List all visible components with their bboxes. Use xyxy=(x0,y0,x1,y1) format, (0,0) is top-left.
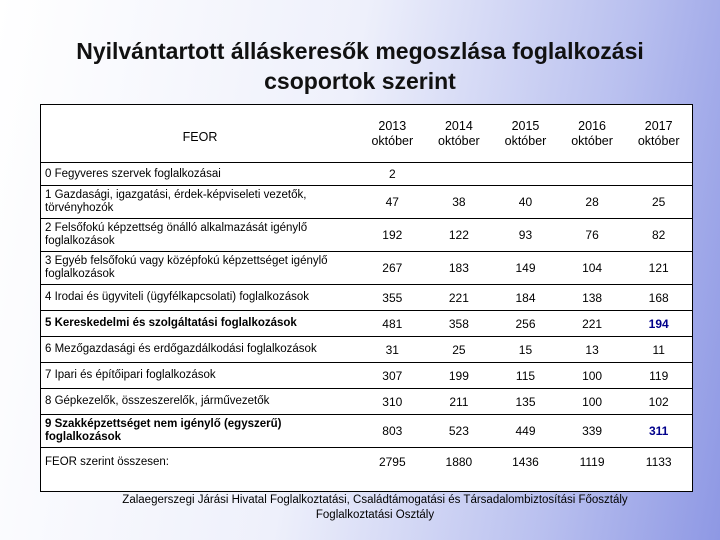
cell-value xyxy=(559,163,626,186)
row-label: 6 Mezőgazdasági és erdőgazdálkodási foglalkozások xyxy=(45,343,317,355)
cell-value: 40 xyxy=(518,195,533,209)
table-row xyxy=(41,163,692,186)
row-label: 8 Gépkezelők, összeszerelők, járművezetők xyxy=(45,395,270,407)
table-row xyxy=(41,285,692,311)
cell-value: 1880 xyxy=(445,455,473,470)
cell-value: 307 xyxy=(382,368,403,383)
cell-value: 15 xyxy=(518,342,533,357)
cell-value: 311 xyxy=(649,424,669,438)
cell-value: 1119 xyxy=(579,455,605,470)
cell-value xyxy=(492,163,559,186)
row-label: 9 Szakképzettséget nem igénylő (egyszerű) foglalkozások xyxy=(45,418,282,443)
table-row xyxy=(41,363,692,389)
cell-value: 267 xyxy=(382,261,403,275)
cell-value: 119 xyxy=(649,368,669,383)
cell-value: 25 xyxy=(652,195,666,209)
header-feor: FEOR xyxy=(182,130,218,144)
cell-value: 76 xyxy=(585,228,599,242)
cell-value: 1436 xyxy=(512,455,539,470)
cell-value: 121 xyxy=(648,261,669,275)
header-year-2013: 2013 október xyxy=(371,118,414,148)
cell-value: 310 xyxy=(382,394,403,409)
cell-value: 449 xyxy=(515,424,536,438)
cell-value: 221 xyxy=(582,316,603,331)
cell-value: 28 xyxy=(585,195,599,209)
table-row xyxy=(41,219,692,252)
data-table-container xyxy=(40,104,693,492)
table-row xyxy=(41,311,692,337)
cell-value: 13 xyxy=(585,342,599,357)
header-year-2017: 2017 október xyxy=(637,118,680,148)
cell-value: 100 xyxy=(582,368,603,383)
row-label: 7 Ipari és építőipari foglalkozások xyxy=(45,369,216,381)
cell-value: 149 xyxy=(515,261,536,275)
cell-value: 11 xyxy=(652,342,665,357)
cell-value: 355 xyxy=(382,290,403,305)
table-row xyxy=(41,389,692,415)
cell-value: 138 xyxy=(582,290,603,305)
header-year-2014: 2014 október xyxy=(438,118,480,148)
cell-value: 2795 xyxy=(378,455,406,470)
header-year-2015: 2015 október xyxy=(504,118,547,148)
cell-value: 256 xyxy=(515,316,536,331)
row-label: 5 Kereskedelmi és szolgáltatási foglalkozások xyxy=(45,317,297,329)
cell-value: 211 xyxy=(449,394,469,409)
cell-value: 102 xyxy=(648,394,669,409)
cell-value: 481 xyxy=(382,316,403,331)
cell-value: 47 xyxy=(385,195,399,209)
header-year-2016: 2016 október xyxy=(571,118,613,148)
table-row xyxy=(41,448,692,477)
table-row xyxy=(41,252,692,285)
cell-value: 168 xyxy=(648,290,669,305)
cell-value: 358 xyxy=(448,316,469,331)
footer-line-2: Foglalkoztatási Osztály xyxy=(315,509,435,521)
table-row xyxy=(41,186,692,219)
cell-value: 523 xyxy=(448,424,469,438)
cell-value xyxy=(426,163,493,186)
row-label: 2 Felsőfokú képzettség önálló alkalmazását igénylő foglalkozások xyxy=(45,222,308,247)
cell-value: 2 xyxy=(388,167,396,181)
cell-value: 31 xyxy=(385,342,399,357)
cell-value: 93 xyxy=(518,228,533,242)
cell-value: 183 xyxy=(448,261,469,275)
data-table xyxy=(41,105,692,477)
row-label: 1 Gazdasági, igazgatási, érdek-képviseleti vezetők, törvényhozók xyxy=(45,189,307,214)
cell-value: 184 xyxy=(515,290,536,305)
row-label: 3 Egyéb felsőfokú vagy középfokú képzettséget igénylő foglalkozások xyxy=(45,255,328,280)
cell-value: 38 xyxy=(452,195,466,209)
cell-value: 803 xyxy=(382,424,403,438)
cell-value: 100 xyxy=(582,394,603,409)
cell-value xyxy=(625,163,692,186)
table-row xyxy=(41,337,692,363)
cell-value: 192 xyxy=(382,228,403,242)
cell-value: 82 xyxy=(652,228,666,242)
cell-value: 199 xyxy=(448,368,469,383)
row-label: 4 Irodai és ügyviteli (ügyfélkapcsolati) foglalkozások xyxy=(45,291,309,303)
cell-value: 104 xyxy=(582,261,603,275)
cell-value: 221 xyxy=(448,290,469,305)
source-footer xyxy=(40,493,710,523)
table-header-row xyxy=(41,105,692,163)
table-row xyxy=(41,415,692,448)
cell-value: 339 xyxy=(582,424,603,438)
row-label: 0 Fegyveres szervek foglalkozásai xyxy=(45,167,221,180)
cell-value: 194 xyxy=(648,316,669,331)
cell-value: 1133 xyxy=(645,455,672,470)
cell-value: 122 xyxy=(448,228,469,242)
cell-value: 115 xyxy=(515,368,536,383)
page-title: Nyilvántartott álláskeresők megoszlása foglalkozási csoportok szerint xyxy=(76,38,644,94)
cell-value: 135 xyxy=(515,394,536,409)
cell-value: 25 xyxy=(452,342,466,357)
row-label: FEOR szerint összesen: xyxy=(45,455,169,468)
footer-line-1: Zalaegerszegi Járási Hivatal Foglalkoztatási, Családtámogatási és Társadalombiztosítási Főosztály xyxy=(122,494,628,506)
